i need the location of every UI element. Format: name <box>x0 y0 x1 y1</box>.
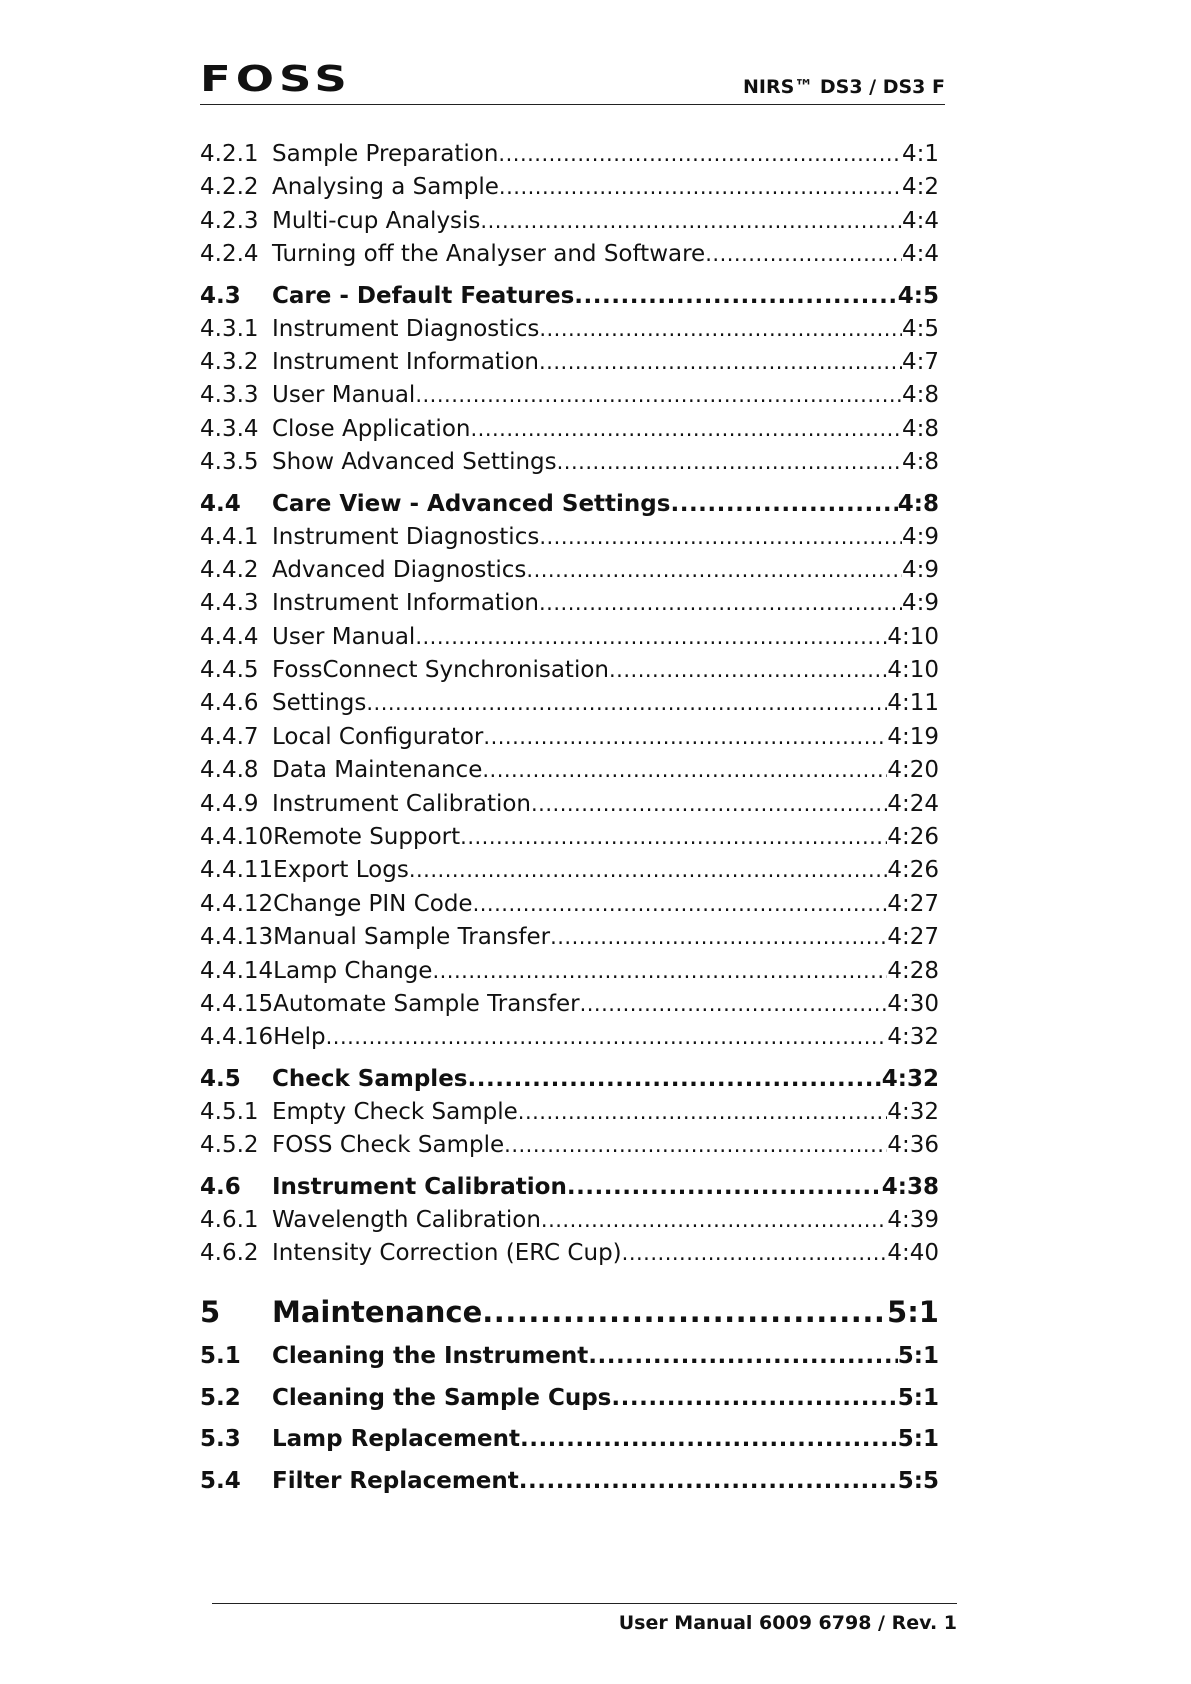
toc-entry-number: 4.3.3 <box>200 382 259 409</box>
toc-entry-page: 4:32 <box>887 1024 939 1051</box>
toc-dot-leader <box>498 138 902 171</box>
toc-dot-leader <box>705 238 902 271</box>
toc-entry-title: Automate Sample Transfer <box>273 990 580 1017</box>
toc-entry-page: 4:40 <box>887 1239 939 1266</box>
toc-dot-leader <box>622 1237 888 1270</box>
toc-dot-leader <box>366 687 887 720</box>
toc-entry-number: 4.3.5 <box>200 449 259 476</box>
toc-entry[interactable] <box>200 621 939 654</box>
toc-entry-number: 4.6 <box>200 1173 241 1200</box>
toc-entry-number: 4.4 <box>200 490 241 517</box>
toc-entry[interactable] <box>200 821 939 854</box>
toc-entry[interactable] <box>200 205 939 238</box>
toc-entry-page: 4:20 <box>887 757 939 784</box>
toc-dot-leader <box>482 1292 887 1332</box>
toc-entry-title: Lamp Replacement <box>272 1426 520 1453</box>
toc-entry-title: Care - Default Features <box>272 282 575 309</box>
toc-entry-title: User Manual <box>272 623 416 650</box>
toc-entry-title: Empty Check Sample <box>272 1098 518 1125</box>
toc-entry-title: Instrument Calibration <box>272 790 531 817</box>
toc-entry-title: Analysing a Sample <box>272 174 499 201</box>
toc-entry-title: Instrument Diagnostics <box>272 523 540 550</box>
toc-entry-page: 4:26 <box>887 857 939 884</box>
toc-entry-page: 4:30 <box>887 990 939 1017</box>
toc-dot-leader <box>480 205 902 238</box>
toc-entry-number: 4.2.3 <box>200 207 259 234</box>
toc-entry[interactable] <box>200 1336 939 1378</box>
toc-entry-page: 4:4 <box>901 207 939 234</box>
page-header <box>200 59 945 105</box>
toc-entry-title: Sample Preparation <box>272 141 499 167</box>
toc-entry-title: Manual Sample Transfer <box>273 924 551 951</box>
toc-entry-number: 5.1 <box>200 1343 241 1370</box>
toc-entry-title: User Manual <box>272 382 416 409</box>
toc-entry-page: 4:10 <box>887 623 939 650</box>
toc-entry-number: 4.2.4 <box>200 241 259 268</box>
toc-entry[interactable] <box>200 346 939 379</box>
toc-dot-leader <box>550 921 887 954</box>
toc-entry-title: FossConnect Synchronisation <box>272 657 609 684</box>
toc-entry-title: Export Logs <box>273 857 409 884</box>
toc-dot-leader <box>504 1129 887 1162</box>
toc-entry[interactable] <box>200 854 939 887</box>
toc-entry[interactable] <box>200 1419 939 1461</box>
toc-entry[interactable] <box>200 955 939 988</box>
toc-entry-number: 5.3 <box>200 1426 241 1453</box>
toc-entry-number: 4.4.10 <box>200 824 274 851</box>
toc-dot-leader <box>409 854 888 887</box>
toc-entry-page: 4:39 <box>887 1206 939 1233</box>
toc-entry-page: 4:8 <box>901 382 939 409</box>
toc-entry-title: Maintenance <box>272 1295 483 1330</box>
toc-entry[interactable] <box>200 654 939 687</box>
toc-entry[interactable] <box>200 1204 939 1237</box>
toc-entry[interactable] <box>200 1237 939 1270</box>
toc-entry[interactable] <box>200 238 939 271</box>
toc-entry[interactable] <box>200 487 939 521</box>
toc-dot-leader <box>473 888 888 921</box>
toc-dot-leader <box>611 1378 897 1420</box>
toc-dot-leader <box>415 621 887 654</box>
foss-logo: FOSS <box>200 59 352 100</box>
toc-entry-number: 4.4.16 <box>200 1024 274 1051</box>
toc-entry-title: Cleaning the Sample Cups <box>272 1384 612 1411</box>
toc-entry-number: 4.4.5 <box>200 657 259 684</box>
toc-entry-page: 4:11 <box>887 690 939 717</box>
toc-entry[interactable] <box>200 988 939 1021</box>
toc-entry-number: 4.2.2 <box>200 174 259 201</box>
toc-entry-page: 4:7 <box>901 348 939 375</box>
toc-dot-leader <box>567 1170 882 1204</box>
toc-entry[interactable] <box>200 279 939 313</box>
toc-dot-leader <box>519 1461 898 1503</box>
toc-entry-title: Change PIN Code <box>273 890 473 917</box>
toc-entry-number: 4.4.6 <box>200 690 259 717</box>
toc-entry-title: Check Samples <box>272 1065 468 1092</box>
toc-entry-title: Remote Support <box>273 824 461 851</box>
toc-dot-leader <box>557 446 902 479</box>
toc-entry-number: 4.6.1 <box>200 1206 259 1233</box>
toc-entry[interactable] <box>200 721 939 754</box>
toc-entry-title: Data Maintenance <box>272 757 483 784</box>
toc-entry-number: 4.4.7 <box>200 723 259 750</box>
toc-entry-title: Lamp Change <box>273 957 433 984</box>
toc-entry-number: 5 <box>200 1295 221 1330</box>
toc-entry[interactable] <box>200 171 939 204</box>
toc-entry-number: 4.6.2 <box>200 1239 259 1266</box>
toc-entry-page: 5:1 <box>897 1384 939 1411</box>
table-of-contents <box>200 138 939 1502</box>
toc-entry-page: 4:8 <box>901 415 939 442</box>
toc-entry-title: Instrument Information <box>272 590 539 617</box>
toc-entry-page: 4:9 <box>901 590 939 617</box>
toc-entry-title: Help <box>273 1024 326 1051</box>
manual-reference: User Manual 6009 6798 / Rev. 1 <box>618 1612 957 1634</box>
toc-entry-page: 4:5 <box>897 282 939 309</box>
toc-entry-number: 4.3.4 <box>200 415 259 442</box>
toc-entry-page: 4:27 <box>887 890 939 917</box>
toc-entry-number: 4.4.13 <box>200 924 274 951</box>
toc-entry-title: Instrument Diagnostics <box>272 315 540 342</box>
toc-entry-number: 5.2 <box>200 1384 241 1411</box>
toc-dot-leader <box>526 554 902 587</box>
toc-dot-leader <box>531 788 887 821</box>
toc-entry-page: 4:8 <box>901 449 939 476</box>
toc-entry-number: 4.2.1 <box>200 141 259 167</box>
toc-entry-page: 4:4 <box>901 241 939 268</box>
toc-entry-number: 4.3 <box>200 282 241 309</box>
toc-entry-page: 4:24 <box>887 790 939 817</box>
toc-dot-leader <box>520 1419 898 1461</box>
toc-dot-leader <box>470 413 902 446</box>
toc-entry-page: 4:36 <box>887 1132 939 1159</box>
toc-entry[interactable] <box>200 413 939 446</box>
toc-entry[interactable] <box>200 1292 939 1332</box>
toc-entry-number: 5.4 <box>200 1467 241 1494</box>
toc-entry[interactable] <box>200 1021 939 1054</box>
page-footer <box>212 1603 957 1634</box>
toc-entry-number: 4.4.9 <box>200 790 259 817</box>
toc-entry[interactable] <box>200 1062 939 1096</box>
toc-entry-title: Cleaning the Instrument <box>272 1343 589 1370</box>
toc-dot-leader <box>539 346 902 379</box>
toc-entry-page: 5:1 <box>887 1295 939 1330</box>
toc-entry-page: 4:19 <box>887 723 939 750</box>
toc-dot-leader <box>432 955 887 988</box>
toc-entry-page: 4:8 <box>897 490 939 517</box>
toc-entry-number: 4.3.1 <box>200 315 259 342</box>
toc-entry[interactable] <box>200 1096 939 1129</box>
toc-entry-number: 4.4.1 <box>200 523 259 550</box>
toc-entry-title: FOSS Check Sample <box>272 1132 505 1159</box>
toc-entry-number: 4.4.14 <box>200 957 274 984</box>
toc-entry-number: 4.4.11 <box>200 857 274 884</box>
toc-entry[interactable] <box>200 1378 939 1420</box>
toc-entry[interactable] <box>200 788 939 821</box>
toc-entry-number: 4.4.12 <box>200 890 274 917</box>
toc-entry-title: Wavelength Calibration <box>272 1206 541 1233</box>
toc-entry[interactable] <box>200 754 939 787</box>
toc-entry[interactable] <box>200 1129 939 1162</box>
toc-entry-title: Advanced Diagnostics <box>272 556 527 583</box>
toc-entry-title: Show Advanced Settings <box>272 449 557 476</box>
toc-dot-leader <box>482 754 887 787</box>
toc-dot-leader <box>609 654 887 687</box>
toc-entry[interactable] <box>200 379 939 412</box>
toc-entry[interactable] <box>200 1170 939 1204</box>
toc-entry-title: Intensity Correction (ERC Cup) <box>272 1239 622 1266</box>
toc-entry-title: Filter Replacement <box>272 1467 519 1494</box>
toc-entry-number: 4.5 <box>200 1065 241 1092</box>
toc-dot-leader <box>467 1062 881 1096</box>
toc-entry[interactable] <box>200 687 939 720</box>
toc-entry-title: Care View - Advanced Settings <box>272 490 671 517</box>
toc-dot-leader <box>499 171 902 204</box>
toc-entry-title: Instrument Information <box>272 348 539 375</box>
toc-entry-number: 4.5.1 <box>200 1098 259 1125</box>
toc-entry-page: 4:26 <box>887 824 939 851</box>
toc-entry[interactable] <box>200 521 939 554</box>
toc-dot-leader <box>539 521 902 554</box>
toc-entry-number: 4.3.2 <box>200 348 259 375</box>
toc-dot-leader <box>483 721 887 754</box>
toc-entry-number: 4.4.15 <box>200 990 274 1017</box>
toc-entry-page: 4:2 <box>901 174 939 201</box>
toc-entry[interactable] <box>200 888 939 921</box>
toc-entry-number: 4.4.2 <box>200 556 259 583</box>
toc-entry[interactable] <box>200 587 939 620</box>
toc-entry[interactable] <box>200 313 939 346</box>
toc-entry-page: 4:32 <box>881 1065 939 1092</box>
toc-entry-number: 4.4.3 <box>200 590 259 617</box>
toc-dot-leader <box>539 587 902 620</box>
toc-entry-page: 4:10 <box>887 657 939 684</box>
toc-entry-page: 4:27 <box>887 924 939 951</box>
toc-entry-page: 4:5 <box>901 315 939 342</box>
toc-dot-leader <box>541 1204 887 1237</box>
toc-entry-title: Turning off the Analyser and Software <box>272 241 706 268</box>
toc-dot-leader <box>539 313 902 346</box>
toc-entry[interactable] <box>200 446 939 479</box>
toc-dot-leader <box>580 988 888 1021</box>
toc-dot-leader <box>460 821 887 854</box>
toc-entry-page: 4:9 <box>901 556 939 583</box>
toc-dot-leader <box>588 1336 898 1378</box>
product-name: NIRS™ DS3 / DS3 F <box>742 76 945 98</box>
toc-entry-page: 4:9 <box>901 523 939 550</box>
toc-entry-page: 4:38 <box>881 1173 939 1200</box>
toc-dot-leader <box>574 279 898 313</box>
toc-entry-title: Multi-cup Analysis <box>272 207 481 234</box>
toc-entry-page: 4:28 <box>887 957 939 984</box>
toc-entry[interactable] <box>200 1461 939 1503</box>
toc-entry-number: 4.4.8 <box>200 757 259 784</box>
toc-entry[interactable] <box>200 554 939 587</box>
toc-entry-title: Instrument Calibration <box>272 1173 567 1200</box>
toc-entry-page: 4:32 <box>887 1098 939 1125</box>
toc-entry-page: 4:1 <box>901 141 939 167</box>
toc-dot-leader <box>670 487 897 521</box>
toc-dot-leader <box>518 1096 888 1129</box>
toc-entry-number: 4.5.2 <box>200 1132 259 1159</box>
toc-entry[interactable] <box>200 138 939 171</box>
toc-dot-leader <box>326 1021 888 1054</box>
toc-entry-title: Local Configurator <box>272 723 484 750</box>
toc-entry-number: 4.4.4 <box>200 623 259 650</box>
toc-entry-page: 5:1 <box>897 1426 939 1453</box>
toc-entry-page: 5:1 <box>897 1343 939 1370</box>
toc-entry[interactable] <box>200 921 939 954</box>
toc-entry-title: Close Application <box>272 415 471 442</box>
toc-entry-title: Settings <box>272 690 367 717</box>
toc-entry-page: 5:5 <box>897 1467 939 1494</box>
toc-dot-leader <box>415 379 902 412</box>
